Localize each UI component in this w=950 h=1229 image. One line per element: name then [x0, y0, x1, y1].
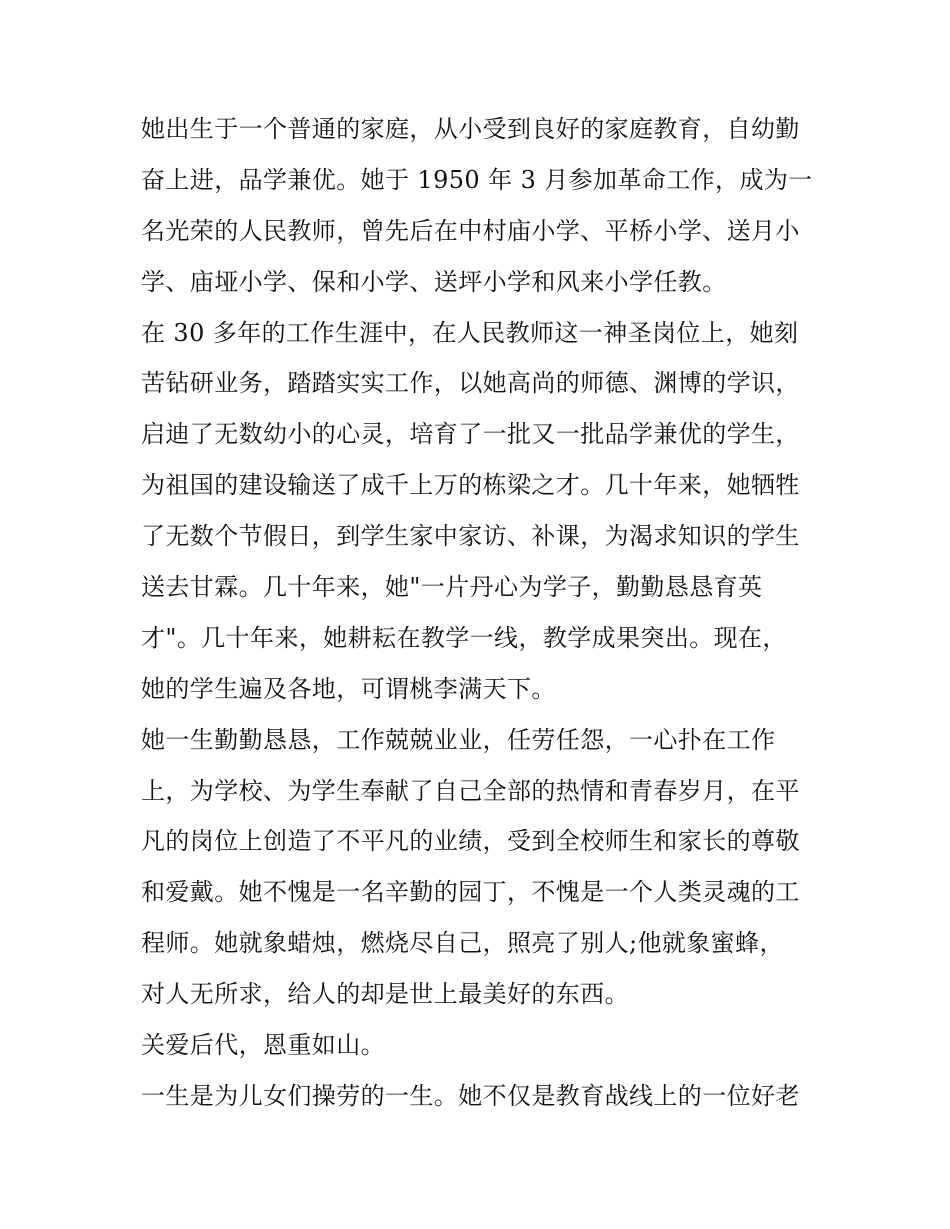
- text-line: 程师。她就象蜡烛，燃烧尽自己，照亮了别人;他就象蜜蜂，: [141, 929, 784, 958]
- text-line: 对人无所求，给人的却是世上最美好的东西。: [141, 980, 629, 1009]
- text-line: 一生是为儿女们操劳的一生。她不仅是教育战线上的一位好老: [141, 1081, 800, 1110]
- text-line: 为祖国的建设输送了成千上万的栋梁之才。几十年来，她牺牲: [141, 471, 800, 500]
- text-line: 她的学生遍及各地，可谓桃李满天下。: [141, 674, 556, 703]
- text-line: 关爱后代，恩重如山。: [141, 1031, 385, 1060]
- text-line: 奋上进，品学兼优。她于 1950 年 3 月参加革命工作，成为一: [141, 165, 813, 194]
- text-line: 在 30 多年的工作生涯中，在人民教师这一神圣岗位上，她刻: [141, 318, 799, 347]
- text-line: 和爱戴。她不愧是一名辛勤的园丁，不愧是一个人类灵魂的工: [141, 878, 800, 907]
- text-line: 上，为学校、为学生奉献了自己全部的热情和青春岁月，在平: [141, 776, 800, 805]
- text-line: 苦钻研业务，踏踏实实工作，以她高尚的师德、渊博的学识，: [141, 369, 800, 398]
- text-line: 送去甘霖。几十年来，她"一片丹心为学子，勤勤恳恳育英: [141, 573, 763, 602]
- text-line: 她一生勤勤恳恳，工作兢兢业业，任劳任怨，一心扑在工作: [141, 725, 776, 754]
- text-line: 启迪了无数幼小的心灵，培育了一批又一批品学兼优的学生，: [141, 420, 800, 449]
- body-text: [141, 104, 821, 1122]
- text-line: 名光荣的人民教师，曾先后在中村庙小学、平桥小学、送月小: [141, 216, 800, 245]
- text-line: 学、庙垭小学、保和小学、送坪小学和风来小学任教。: [141, 267, 727, 296]
- text-line: 了无数个节假日，到学生家中家访、补课，为渴求知识的学生: [141, 522, 800, 551]
- text-line: 她出生于一个普通的家庭，从小受到良好的家庭教育，自幼勤: [141, 115, 800, 143]
- text-line: 才"。几十年来，她耕耘在教学一线，教学成果突出。现在，: [141, 623, 787, 652]
- text-line: 凡的岗位上创造了不平凡的业绩，受到全校师生和家长的尊敬: [141, 827, 800, 856]
